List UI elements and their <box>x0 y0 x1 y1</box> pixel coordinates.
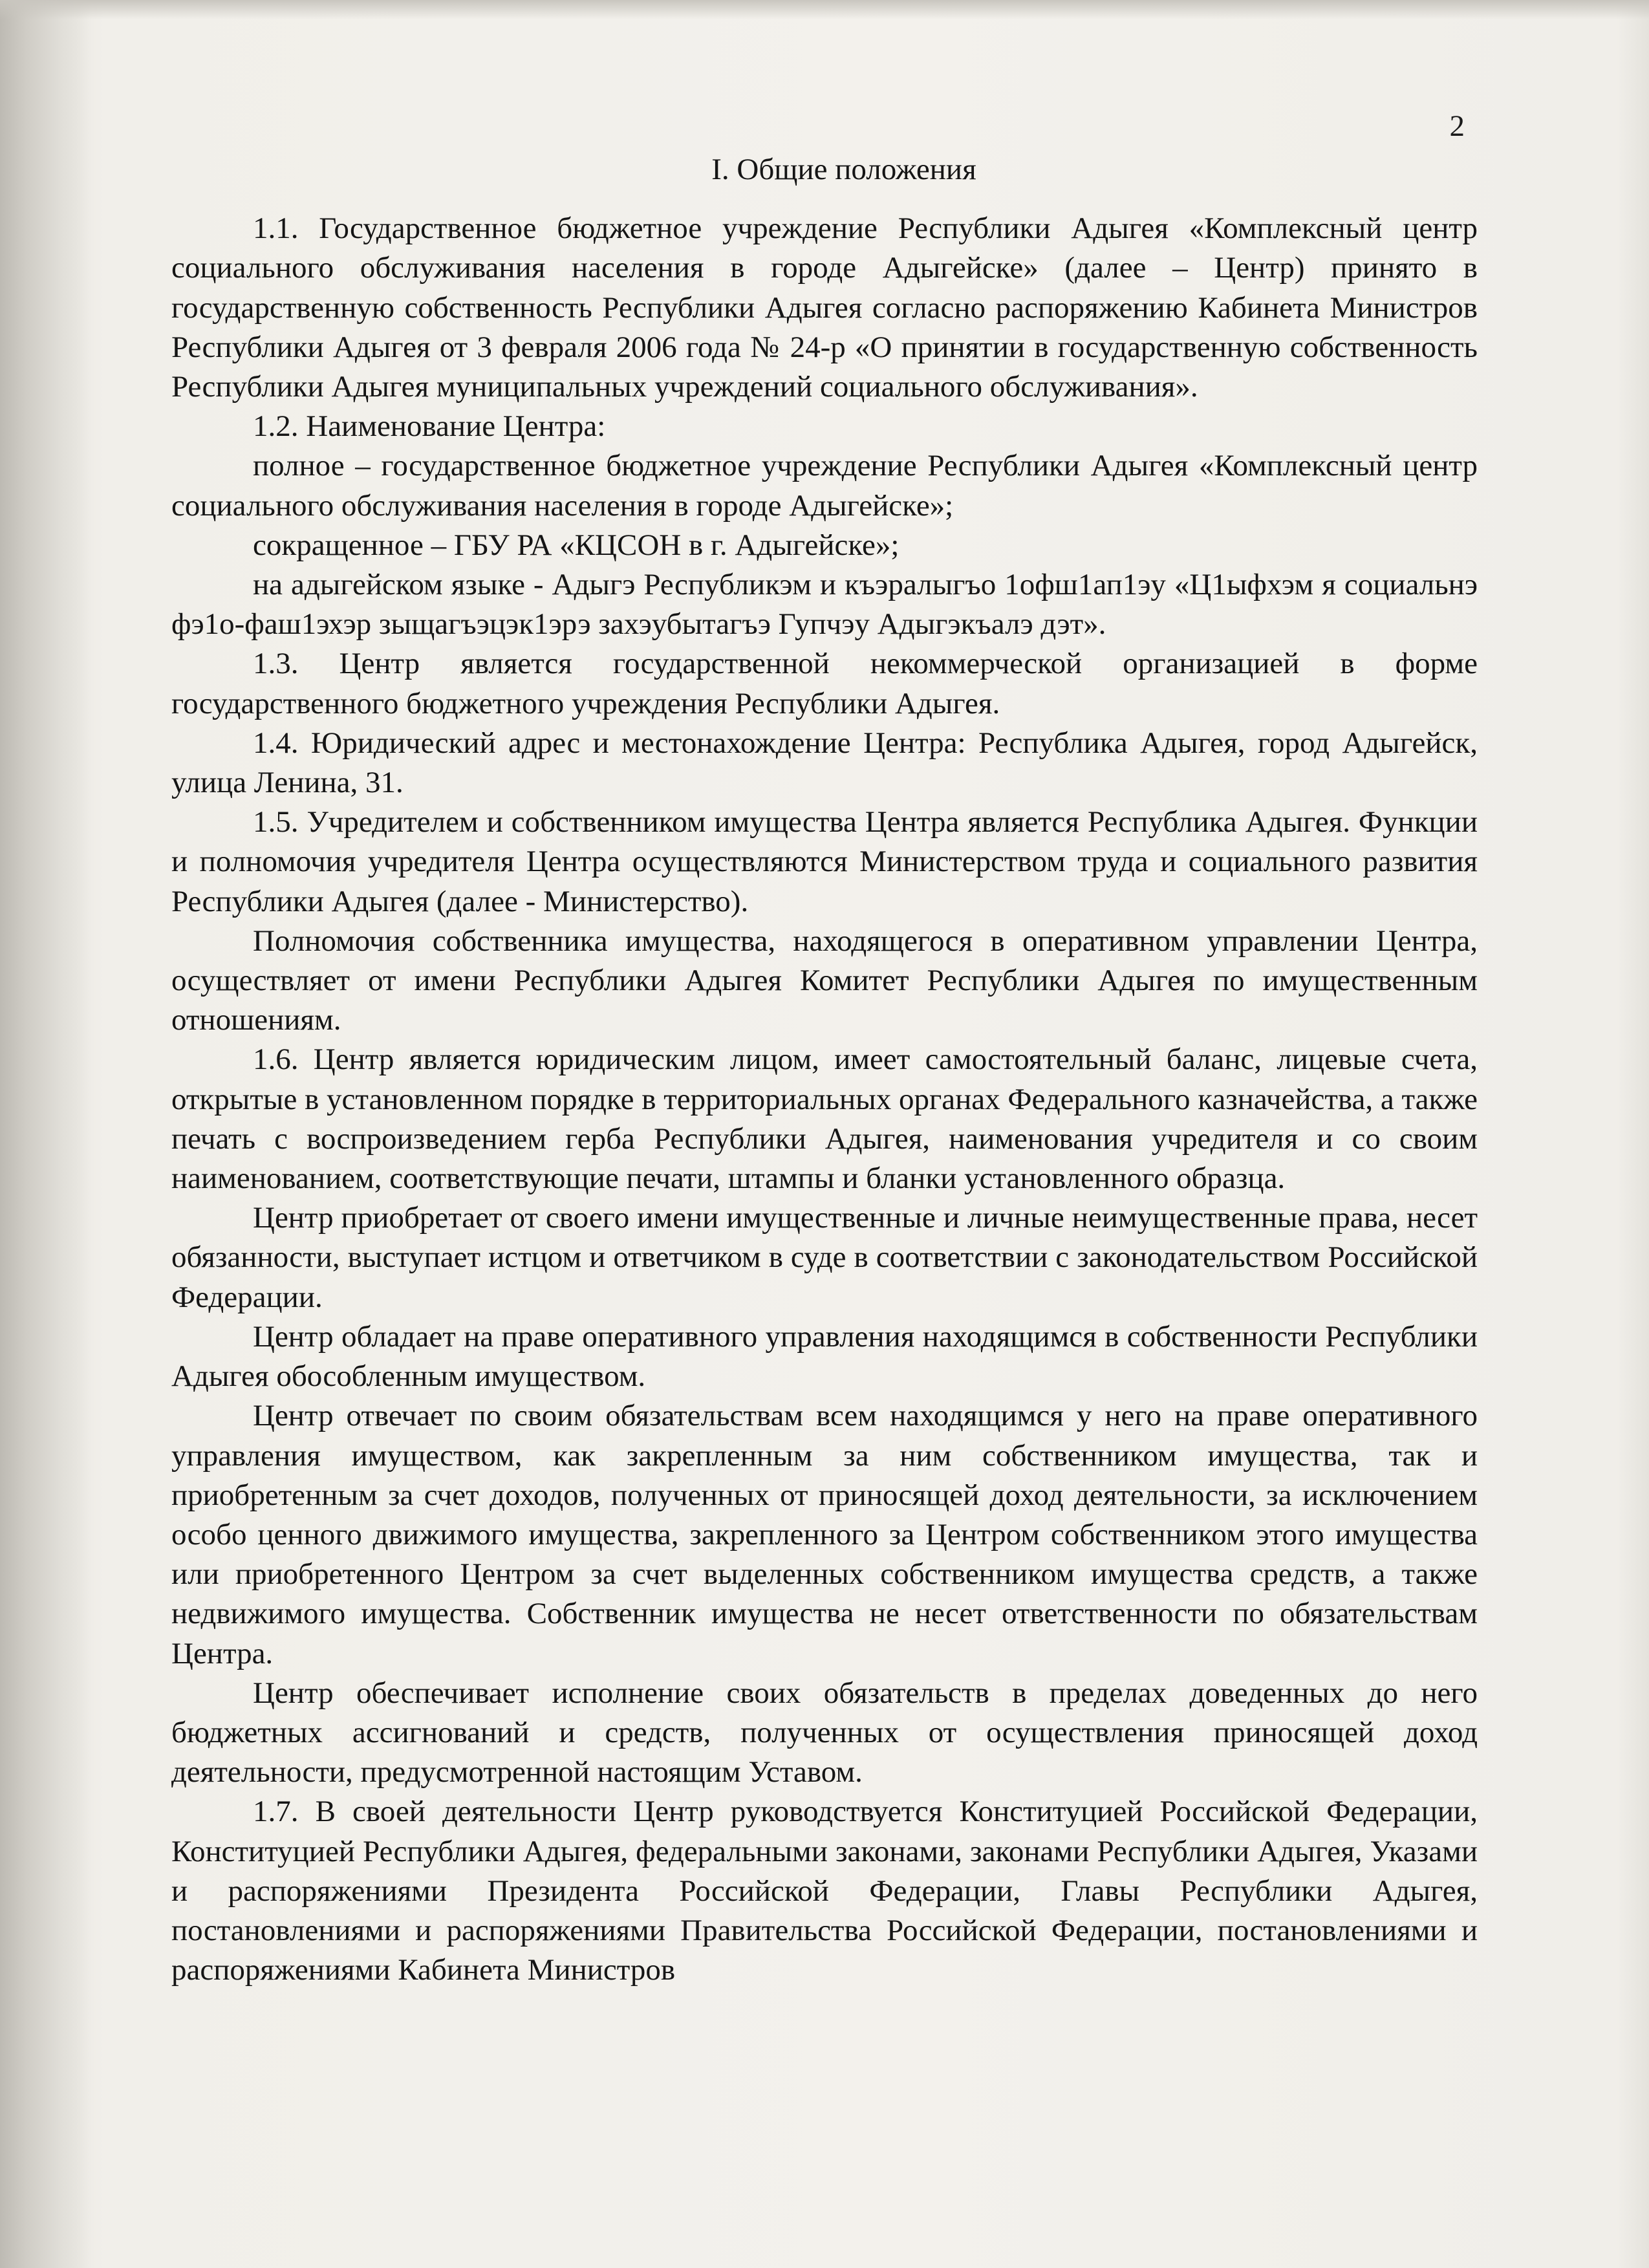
paragraph-obligations: Центр обеспечивает исполнение своих обязательств в пределах доведенных до него бюджетных ассигнований и средств, полученных от осуществления приносящей доход деятельности, предусмотренной настоящим Уставом. <box>171 1676 1478 1789</box>
paragraph-short-name: сокращенное – ГБУ РА «КЦСОН в г. Адыгейске»; <box>253 528 900 562</box>
paragraph-rights: Центр приобретает от своего имени имущественные и личные неимущественные права, несет обязанности, выступает истцом и ответчиком в суде в соответствии с законодательством Российской Федерации. <box>171 1201 1478 1314</box>
page-top-shadow <box>0 0 1649 19</box>
paragraph-1-7: 1.7. В своей деятельности Центр руководствуется Конституцией Российской Федерации, Конституцией Республики Адыгея, федеральными законами, законами Республики Адыгея, Указами и распоряжениями Президента Российской Федерации, Главы Республики Адыгея, постановлениями и распоряжениями Правительства Российской Федерации, постановлениями и распоряжениями Кабинета Министров <box>171 1795 1478 1987</box>
document-body <box>171 150 1478 1990</box>
paragraph-full-name: полное – государственное бюджетное учреждение Республики Адыгея «Комплексный центр социального обслуживания населения в городе Адыгейске»; <box>171 449 1478 523</box>
page-number: 2 <box>1449 109 1465 143</box>
page-edge-shadow <box>0 0 91 2268</box>
paragraph-owner-powers: Полномочия собственника имущества, находящегося в оперативном управлении Центра, осуществляет от имени Республики Адыгея Комитет Республики Адыгея по имущественным отношениям. <box>171 923 1478 1037</box>
paragraph-1-4: 1.4. Юридический адрес и местонахождение Центра: Республика Адыгея, город Адыгейск, улица Ленина, 31. <box>171 726 1478 800</box>
paragraph-adyghe-name: на адыгейском языке - Адыгэ Республикэм и къэралыгъо 1офш1ап1эу «Ц1ыфхэм я социальнэ фэ1о-фаш1эхэр зыщагъэцэк1эрэ захэубытагъэ Гупчэу Адыгэкъалэ дэт». <box>171 568 1478 642</box>
paragraph-1-3: 1.3. Центр является государственной некоммерческой организацией в форме государственного бюджетного учреждения Республики Адыгея. <box>171 647 1478 720</box>
paragraph-1-2: 1.2. Наименование Центра: <box>253 409 606 444</box>
paragraph-operational-management: Центр обладает на праве оперативного управления находящимся в собственности Республики Адыгея обособленным имуществом. <box>171 1319 1478 1394</box>
section-title: I. Общие положения <box>711 153 976 186</box>
paragraph-liability: Центр отвечает по своим обязательствам всем находящимся у него на праве оперативного управления имуществом, как закрепленным за ним собственником имущества, так и приобретенным за счет доходов, полученных от приносящей доход деятельности, за исключением особо ценного движимого имущества, закрепленного за Центром собственником этого имущества или приобретенного Центром за счет выделенных собственником имущества средств, а также недвижимого имущества. Собственник имущества не несет ответственности по обязательствам Центра. <box>171 1399 1478 1670</box>
paragraph-1-1: 1.1. Государственное бюджетное учреждение Республики Адыгея «Комплексный центр социального обслуживания населения в городе Адыгейске» (далее – Центр) принято в государственную собственность Республики Адыгея согласно распоряжению Кабинета Министров Республики Адыгея от 3 февраля 2006 года № 24-р «О принятии в государственную собственность Республики Адыгея муниципальных учреждений социального обслуживания». <box>171 211 1478 404</box>
paragraph-1-6: 1.6. Центр является юридическим лицом, имеет самостоятельный баланс, лицевые счета, открытые в установленном порядке в территориальных органах Федерального казначейства, а также печать с воспроизведением герба Республики Адыгея, наименования учредителя и со своим наименованием, соответствующие печати, штампы и бланки установленного образца. <box>171 1042 1478 1196</box>
paragraph-1-5: 1.5. Учредителем и собственником имущества Центра является Республика Адыгея. Функции и полномочия учредителя Центра осуществляются Министерством труда и социального развития Республики Адыгея (далее - Министерство). <box>171 805 1478 918</box>
